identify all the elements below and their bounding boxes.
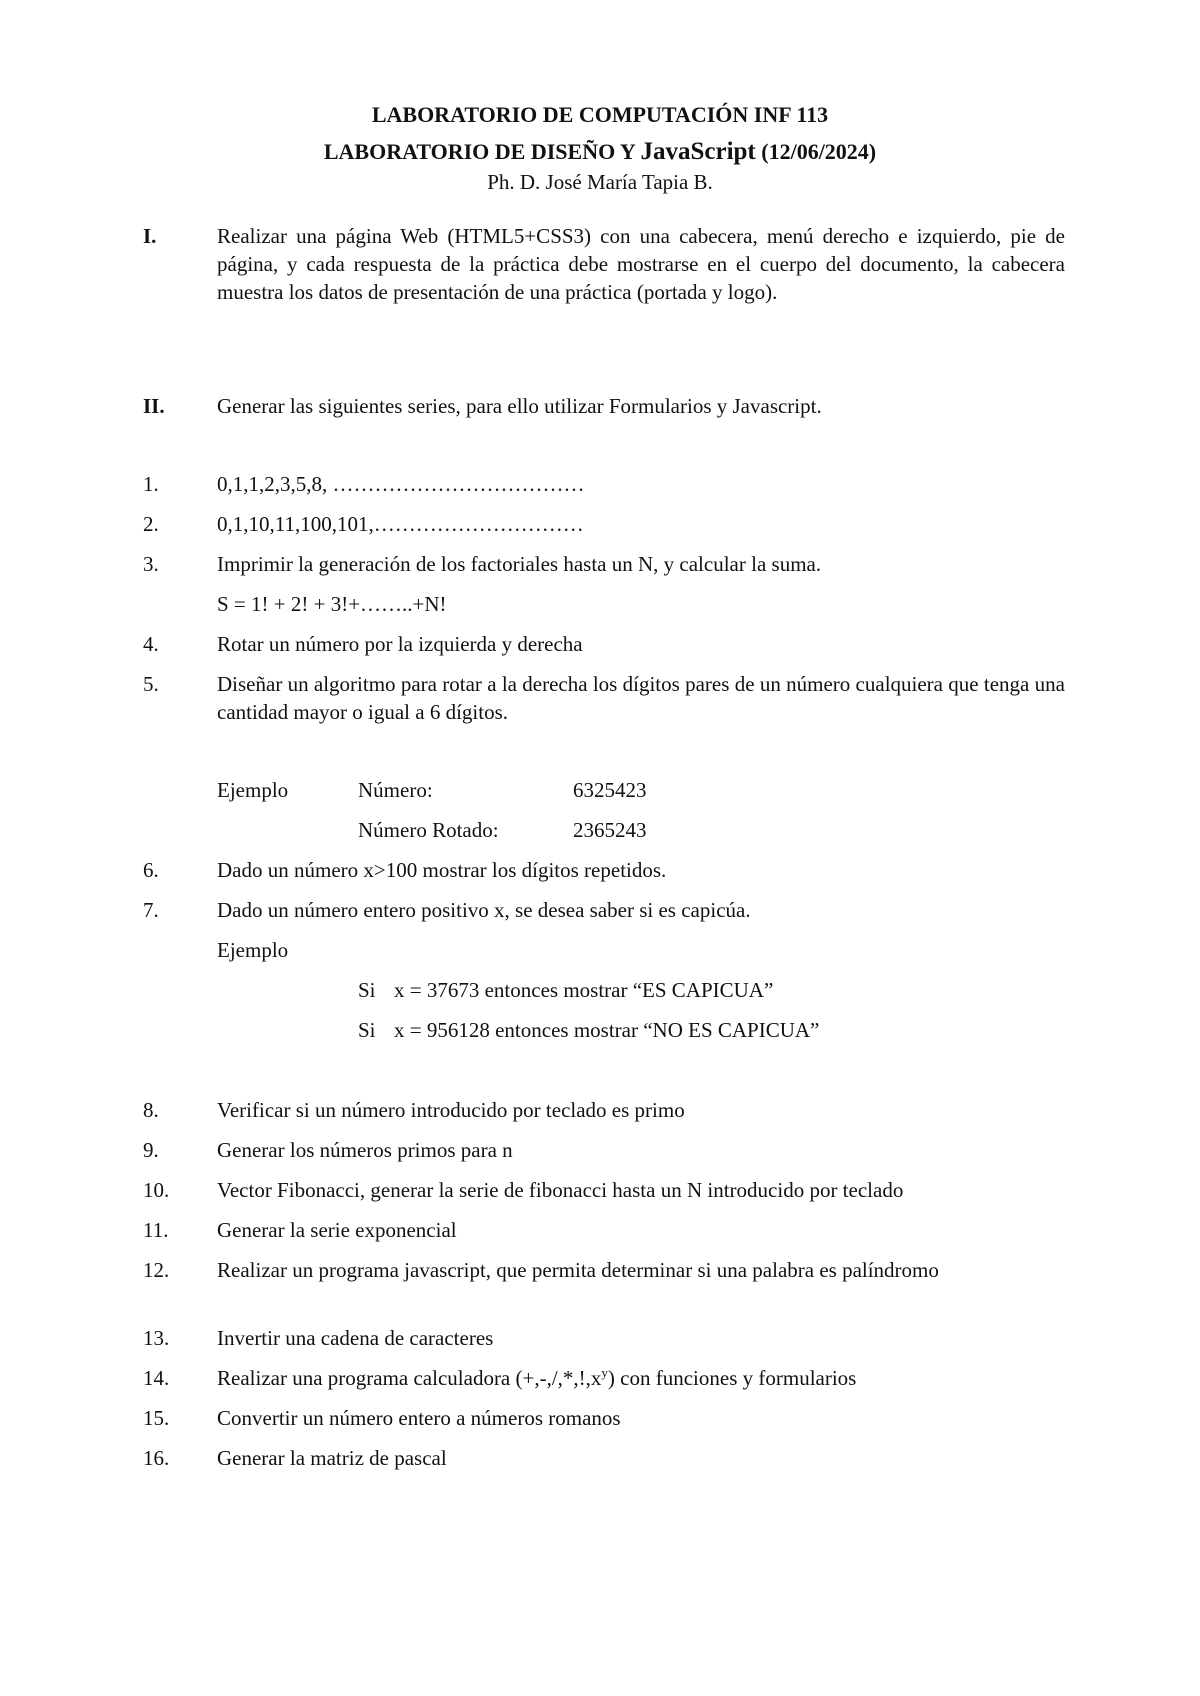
item-text (217, 1364, 1065, 1392)
item-number: 7. (143, 898, 159, 922)
number-value: 6325423 (573, 778, 647, 802)
author-name: Ph. D. José María Tapia B. (487, 170, 713, 194)
capicua-case-2: x = 956128 entonces mostrar “NO ES CAPICUA” (394, 1018, 820, 1042)
item-number: 13. (143, 1326, 170, 1350)
item-text: Imprimir la generación de los factoriales hasta un N, y calcular la suma. (217, 552, 822, 576)
item-text: Realizar un programa javascript, que permita determinar si una palabra es palíndromo (217, 1258, 939, 1282)
section-number: I. (143, 224, 157, 248)
item-number: 2. (143, 512, 159, 536)
number-label: Número: (358, 778, 433, 802)
item-text-before: Realizar una programa calculadora (+,-,/,*,!,x (217, 1366, 602, 1390)
item-number: 4. (143, 632, 159, 656)
item-text-after: ) con funciones y formularios (607, 1366, 857, 1390)
si-label: Si (358, 978, 376, 1002)
item-text: Invertir una cadena de caracteres (217, 1326, 494, 1350)
item-text: 0,1,10,11,100,101,………………………… (217, 512, 584, 536)
item-number: 1. (143, 472, 159, 496)
item-text: Generar la serie exponencial (217, 1218, 457, 1242)
rotated-label: Número Rotado: (358, 818, 499, 842)
rotated-value: 2365243 (573, 818, 647, 842)
example-label: Ejemplo (217, 938, 289, 962)
item-number: 5. (143, 672, 159, 696)
item-number: 10. (143, 1178, 170, 1202)
lab-title-prefix: LABORATORIO DE DISEÑO Y (323, 139, 641, 164)
section-text: Realizar una página Web (HTML5+CSS3) con una cabecera, menú derecho e izquierdo, pie de página, y cada respuesta de la práctica debe mostrarse en el cuerpo del documento, la cabecera muestra los datos de presentación de una práctica (portada y logo). (217, 224, 1065, 304)
item-number: 12. (143, 1258, 170, 1282)
item-number: 8. (143, 1098, 159, 1122)
item-text: Vector Fibonacci, generar la serie de fibonacci hasta un N introducido por teclado (217, 1178, 904, 1202)
section-text: Generar las siguientes series, para ello utilizar Formularios y Javascript. (217, 394, 822, 418)
item-text: Diseñar un algoritmo para rotar a la derecha los dígitos pares de un número cualquiera que tenga una cantidad mayor o igual a 6 dígitos. (217, 672, 1065, 724)
item-text: Generar los números primos para n (217, 1138, 513, 1162)
item-number: 14. (143, 1366, 170, 1390)
si-label: Si (358, 1018, 376, 1042)
capicua-case-1: x = 37673 entonces mostrar “ES CAPICUA” (394, 978, 774, 1002)
lab-title (0, 138, 1200, 166)
item-number: 16. (143, 1446, 170, 1470)
course-title: LABORATORIO DE COMPUTACIÓN INF 113 (371, 102, 829, 127)
item-text: Verificar si un número introducido por teclado es primo (217, 1098, 685, 1122)
section-number: II. (143, 394, 165, 418)
item-text: Dado un número entero positivo x, se desea saber si es capicúa. (217, 898, 751, 922)
item-number: 9. (143, 1138, 159, 1162)
item-number: 3. (143, 552, 159, 576)
item-text: Convertir un número entero a números romanos (217, 1406, 621, 1430)
item-text-superscript: y (601, 1365, 608, 1380)
item-text: Rotar un número por la izquierda y derecha (217, 632, 583, 656)
item-text: Dado un número x>100 mostrar los dígitos repetidos. (217, 858, 667, 882)
item-number: 15. (143, 1406, 170, 1430)
item-number: 6. (143, 858, 159, 882)
example-label: Ejemplo (217, 778, 289, 802)
item-text: Generar la matriz de pascal (217, 1446, 447, 1470)
item-number: 11. (143, 1218, 169, 1242)
lab-title-date: (12/06/2024) (755, 139, 877, 164)
item-text: 0,1,1,2,3,5,8, ……………………………… (217, 472, 585, 496)
factorial-formula: S = 1! + 2! + 3!+……..+N! (217, 592, 447, 616)
lab-title-js: JavaScript (640, 138, 756, 165)
